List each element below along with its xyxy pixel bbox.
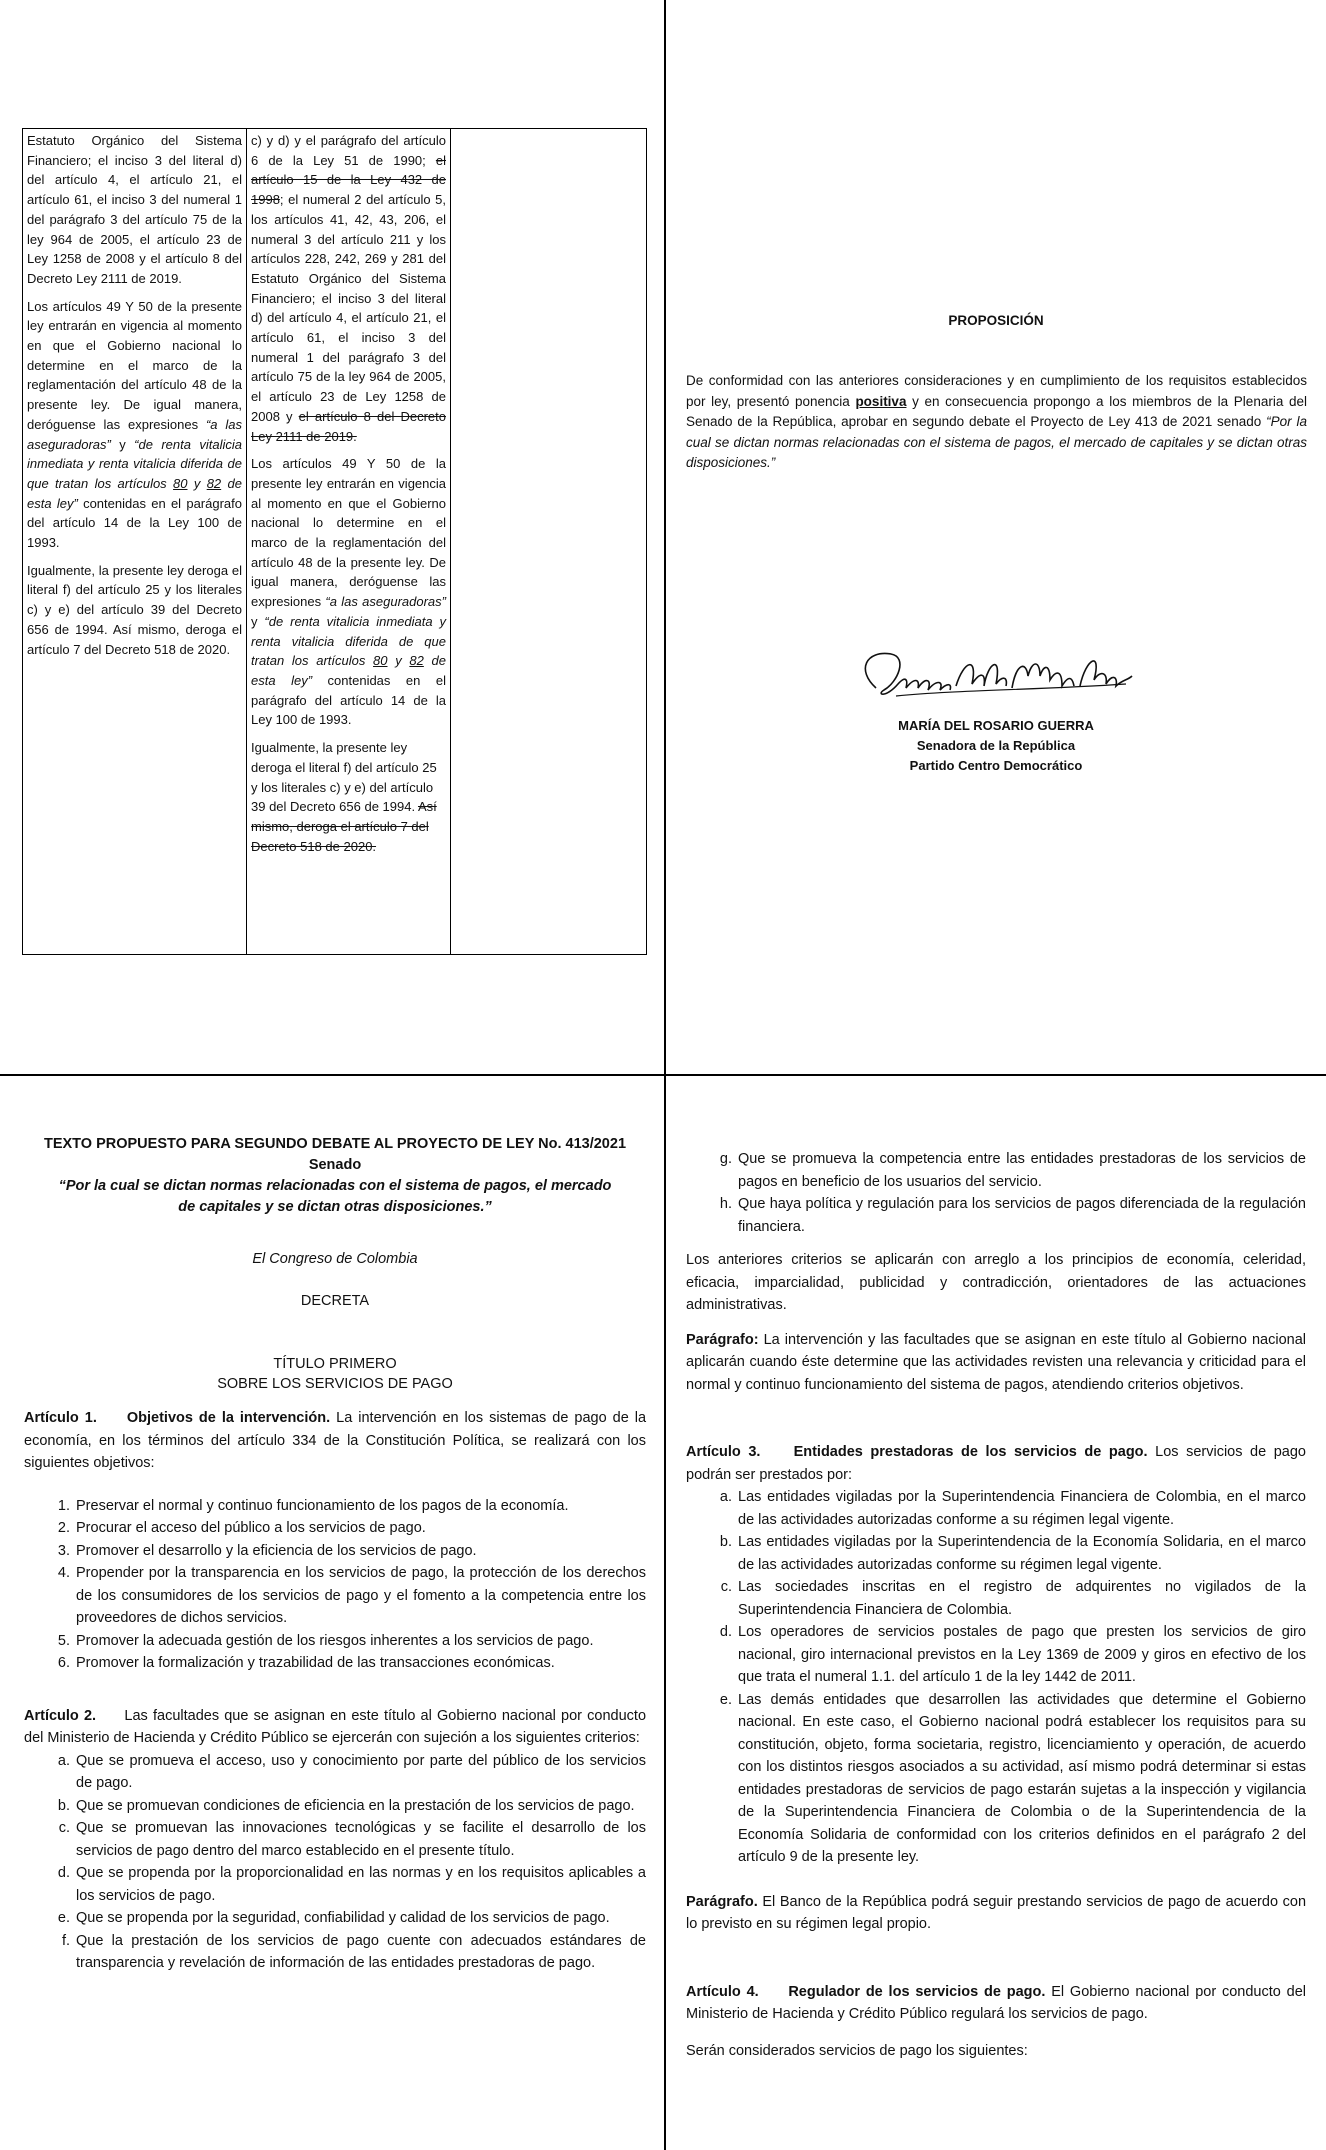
proposition-body <box>686 371 1307 474</box>
criteria-paragraph: Los anteriores criterios se aplicarán con arreglo a los principios de economía, celeridad, eficacia, imparcialidad, publicidad y contradicción, orientadores de las actuaciones administrativas. <box>686 1252 1306 1313</box>
text-span: contenidas en el parágrafo del artículo 14 de la Ley 100 de 1993. <box>27 495 242 551</box>
signature-block <box>686 716 1306 776</box>
paragraph-label: Parágrafo. <box>686 1893 758 1910</box>
paragraph-text: El Banco de la República podrá seguir prestando servicios de pago de acuerdo con lo previsto en su régimen legal propio. <box>686 1893 1307 1932</box>
table-cell-original-text <box>23 129 247 955</box>
text-span: Los artículos 49 Y 50 de la presente ley entrarán en vigencia al momento en que el Gobierno nacional lo determine en el marco de la reglamentación del artículo 48 de la presente ley. De igual manera, deróguense las expresiones <box>251 456 446 610</box>
table-paragraph: Igualmente, la presente ley deroga el literal f) del artículo 25 y los literales c) y e) del artículo 39 del Decreto 656 de 1994. Así mismo, deroga el artículo 7 del Decreto 518 de 2020. <box>27 562 242 657</box>
list-item <box>24 1630 646 1653</box>
article-label: Artículo 2. <box>24 1707 97 1724</box>
article-2-list <box>24 1750 646 1975</box>
page-bottom-left <box>0 1076 666 2150</box>
list-marker: 1. <box>57 1497 70 1514</box>
article-4-tail: Serán considerados servicios de pago los siguientes: <box>686 2042 1028 2059</box>
table-paragraph <box>251 738 446 856</box>
text-italic: de esta ley” <box>251 653 446 688</box>
article-3-list <box>686 1486 1306 1869</box>
list-marker: b. <box>719 1534 732 1550</box>
proposition-title: PROPOSICIÓN <box>948 313 1044 328</box>
article-2 <box>24 1705 646 1750</box>
text-span: c) y d) y el parágrafo del artículo 6 de la Ley 51 de 1990; <box>251 133 446 168</box>
table-paragraph <box>251 454 446 730</box>
list-item <box>24 1817 646 1862</box>
list-item-text: Promover la adecuada gestión de los riesgos inherentes a los servicios de pago. <box>76 1632 594 1649</box>
list-marker: a. <box>719 1489 732 1505</box>
list-marker: 2. <box>57 1520 70 1536</box>
criteria-list-continued <box>686 1148 1306 1238</box>
text-strikethrough: el artículo 15 de la Ley 432 de 1998 <box>251 152 446 208</box>
list-item <box>686 1148 1306 1193</box>
list-item-text: Que se promuevan las innovaciones tecnológicas y se facilite el desarrollo de los servicios de pago dentro del marco establecido en el presente título. <box>76 1820 646 1859</box>
list-marker: 6. <box>57 1655 70 1671</box>
table-cell-proposed-text <box>247 129 451 955</box>
list-marker: c. <box>720 1579 732 1595</box>
list-item-text: Los operadores de servicios postales de pago que presten los servicios de giro nacional, giro internacional previstos en la Ley 1369 de 2009 y giros en efectivo de los que trata el numeral 1.1. del artículo 1 de la ley 1442 de 2011. <box>738 1624 1306 1685</box>
article-text: El Gobierno nacional por conducto del Ministerio de Hacienda y Crédito Público regulará los servicios de pago. <box>686 1983 1306 2022</box>
comparison-table <box>22 128 647 955</box>
list-marker: 3. <box>57 1542 70 1559</box>
list-marker: c. <box>58 1820 70 1836</box>
list-item-text: Que la prestación de los servicios de pago cuente con adecuados estándares de transparencia y revelación de información de las entidades prestadoras de pago. <box>76 1932 646 1971</box>
page-top-left <box>0 0 666 1076</box>
congress-line: El Congreso de Colombia <box>252 1251 418 1267</box>
article-text: Los servicios de pago podrán ser prestados por: <box>686 1444 1306 1483</box>
list-marker: d. <box>719 1624 732 1640</box>
page-bottom-right <box>666 1076 1326 2150</box>
list-item <box>24 1540 646 1563</box>
list-item <box>686 1486 1306 1531</box>
list-marker: h. <box>719 1196 732 1212</box>
list-item <box>24 1862 646 1907</box>
text-italic: y <box>193 475 201 491</box>
article-text: La intervención en los sistemas de pago de la economía, en los términos del artículo 334 de la Constitución Política, se realizará con los siguientes objetivos: <box>24 1410 647 1471</box>
list-item <box>686 1193 1306 1238</box>
list-item <box>24 1517 646 1540</box>
text-span: Los artículos 49 Y 50 de la presente ley entrarán en vigencia al momento en que el Gobierno nacional lo determine en el marco de la reglamentación del artículo 48 de la presente ley. De igual manera, deróguense las expresiones <box>27 298 242 432</box>
text-underline: 80 <box>373 653 388 669</box>
article-4 <box>686 1981 1306 2026</box>
list-marker: b. <box>57 1797 70 1814</box>
signer-name: MARÍA DEL ROSARIO GUERRA <box>898 718 1094 733</box>
text-span: y <box>119 436 126 452</box>
article-3 <box>686 1441 1306 1486</box>
text-underline: 80 <box>173 475 188 491</box>
list-item-text: Las entidades vigiladas por la Superintendencia Financiera de Colombia, en el marco de las actividades autorizadas conforme a su régimen legal vigente. <box>738 1489 1306 1528</box>
list-marker: g. <box>719 1151 732 1167</box>
list-item-text: Que haya política y regulación para los servicios de pagos diferenciada de la regulación financiera. <box>738 1196 1306 1235</box>
text-italic: “de renta vitalicia inmediata y renta vitalicia diferida de que tratan los artículos <box>251 613 446 669</box>
list-item-text: Propender por la transparencia en los servicios de pago, la protección de los derechos de los consumidores de los servicios de pago y el fomento a la competencia entre los proveedores de dichos servicios. <box>76 1565 646 1626</box>
paragraph-text: La intervención y las facultades que se asignan en este título al Gobierno nacional aplicarán cuando éste determine que las actividades revisten una relevancia y criticidad para el normal y continuo funcionamiento del sistema de pagos, atendiendo criterios objetivos. <box>686 1331 1306 1393</box>
list-item-text: Que se promueva la competencia entre las entidades prestadoras de los servicios de pagos en beneficio de los usuarios del servicio. <box>738 1151 1306 1190</box>
text-strikethrough: Así mismo, deroga el artículo 7 del Decreto 518 de 2020. <box>251 799 437 854</box>
page-top-right <box>666 0 1326 1076</box>
paragraph-2 <box>686 1891 1306 1936</box>
list-item-text: Las entidades vigiladas por la Superintendencia de la Economía Solidaria, en el marco de las actividades autorizadas conforme su régimen legal vigente. <box>738 1534 1306 1573</box>
text-italic: “a las aseguradoras” <box>325 594 446 610</box>
text-span: y en consecuencia propongo a los miembros de la Plenaria del Senado de la República, aprobar en segundo debate el Proyecto de Ley 413 de 2021 senado <box>686 393 1307 429</box>
list-item-text: Las demás entidades que desarrollen las actividades que determine el Gobierno nacional. En este caso, el Gobierno nacional podrá establecer los requisitos para su constitución, objeto, forma societaria, registro, licenciamiento y operación, de acuerdo con los distintos riesgos asociados a su actividad, así mismo podrá determinar si estas entidades prestadoras de servicios de pago estarán sujetas a la inspección y vigilancia de la Superintendencia Financiera de Colombia o de la Superintendencia de la Economía Solidaria de conformidad con los criterios definidos en el parágrafo 2 del artículo 9 de la presente ley. <box>738 1691 1306 1865</box>
list-marker: e. <box>57 1910 70 1926</box>
article-heading: Regulador de los servicios de pago. <box>788 1983 1046 2000</box>
list-item-text: Que se promuevan condiciones de eficiencia en la prestación de los servicios de pago. <box>76 1797 635 1814</box>
title-one-subtitle: SOBRE LOS SERVICIOS DE PAGO <box>217 1376 453 1392</box>
text-span: Igualmente, la presente ley deroga el literal f) del artículo 25 y los literales c) y e) del artículo 39 del Decreto 656 de 1994. <box>251 740 437 815</box>
table-paragraph: Estatuto Orgánico del Sistema Financiero; el inciso 3 del literal d) del artículo 4, el artículo 21, el artículo 61, el inciso 3 del numeral 1 del parágrafo 3 del artículo 75 de la ley 964 de 2005, el artículo 23 de Ley 1258 de 2008 y el artículo 8 del Decreto Ley 2111 de 2019. <box>27 133 242 286</box>
list-item <box>24 1750 646 1795</box>
list-marker: d. <box>57 1865 70 1881</box>
list-marker: 5. <box>57 1632 70 1649</box>
text-span: ; el numeral 2 del artículo 5, los artículos 41, 42, 43, 206, el numeral 3 del artículo 211 y los artículos 228, 242, 269 y 281 del Estatuto Orgánico del Sistema Financiero; el inciso 3 del literal d) del artículo 4, el artículo 21, el artículo 61, el inciso 3 del numeral 1 del parágrafo 3 del artículo 75 de la ley 964 de 2005, el artículo 23 de Ley 1258 de 2008 y <box>251 192 446 424</box>
text-span: y <box>251 613 258 629</box>
article-label: Artículo 4. <box>686 1983 759 2000</box>
list-item-text: Que se propenda por la seguridad, confiabilidad y calidad de los servicios de pago. <box>76 1910 610 1926</box>
decreta-line: DECRETA <box>300 1292 370 1309</box>
list-item <box>24 1795 646 1818</box>
article-label: Artículo 3. <box>686 1444 761 1460</box>
list-marker: f. <box>61 1932 70 1949</box>
text-italic: de esta ley” <box>27 475 242 511</box>
bill-text-column <box>24 1134 646 1975</box>
signer-party: Partido Centro Democrático <box>909 758 1083 773</box>
list-item <box>24 1930 646 1975</box>
list-item <box>24 1907 646 1930</box>
list-item <box>24 1495 646 1518</box>
list-item-text: Que se propenda por la proporcionalidad en las normas y en los requisitos aplicables a los servicios de pago. <box>76 1865 646 1904</box>
list-item-text: Preservar el normal y continuo funcionamiento de los pagos de la economía. <box>76 1497 569 1514</box>
title-one: TÍTULO PRIMERO <box>273 1356 397 1372</box>
list-item <box>686 1689 1306 1869</box>
text-underline: 82 <box>409 653 424 669</box>
list-item-text: Procurar el acceso del público a los servicios de pago. <box>76 1520 426 1536</box>
text-italic: “de renta vitalicia inmediata y renta vitalicia diferida de que tratan los artículos <box>27 436 242 491</box>
text-strikethrough: el artículo 8 del Decreto Ley 2111 de 2019. <box>251 408 446 444</box>
text-span: De conformidad con las anteriores consideraciones y en cumplimiento de los requisitos establecidos por ley, presentó ponencia <box>686 373 1307 409</box>
list-item-text: Que se promueva el acceso, uso y conocimiento por parte del público de los servicios de pago. <box>76 1752 646 1791</box>
article-label: Artículo 1. <box>24 1410 97 1426</box>
article-1-list <box>24 1495 646 1675</box>
list-item <box>686 1531 1306 1576</box>
signer-role: Senadora de la República <box>916 738 1076 753</box>
list-item-text: Promover el desarrollo y la eficiencia de los servicios de pago. <box>76 1542 477 1559</box>
text-bold-underline: positiva <box>855 393 907 409</box>
list-item <box>686 1621 1306 1689</box>
text-underline: 82 <box>206 475 222 491</box>
bill-text-column-continued <box>686 1148 1306 2062</box>
list-item <box>24 1562 646 1630</box>
text-italic: “Por la cual se dictan normas relacionadas con el sistema de pagos, el mercado de capitales y se dictan otras disposiciones.” <box>686 414 1307 470</box>
bill-title: TEXTO PROPUESTO PARA SEGUNDO DEBATE AL PROYECTO DE LEY No. 413/2021 Senado <box>43 1136 627 1173</box>
list-item-text: Promover la formalización y trazabilidad de las transacciones económicas. <box>76 1655 555 1671</box>
handwritten-signature <box>836 640 1136 710</box>
list-marker: e. <box>719 1691 732 1708</box>
text-span: contenidas en el parágrafo del artículo 14 de la Ley 100 de 1993. <box>251 672 446 728</box>
list-item <box>24 1652 646 1675</box>
list-marker: 4. <box>57 1565 70 1581</box>
article-heading: Entidades prestadoras de los servicios de pago. <box>793 1444 1148 1460</box>
paragraph-1 <box>686 1329 1306 1397</box>
list-marker: a. <box>57 1752 70 1769</box>
article-1 <box>24 1407 646 1475</box>
article-text: Las facultades que se asignan en este título al Gobierno nacional por conducto del Ministerio de Hacienda y Crédito Público se ejercerán con sujeción a los siguientes criterios: <box>24 1707 647 1746</box>
table-cell-comments <box>451 129 647 955</box>
text-italic: y <box>395 653 402 669</box>
list-item <box>686 1576 1306 1621</box>
list-item-text: Las sociedades inscritas en el registro de adquirentes no vigilados de la Superintendencia Financiera de Colombia. <box>738 1579 1306 1618</box>
table-paragraph <box>251 131 446 446</box>
text-italic: “a las aseguradoras” <box>27 416 242 452</box>
article-heading: Objetivos de la intervención. <box>126 1410 331 1426</box>
table-paragraph <box>27 297 242 553</box>
paragraph-label: Parágrafo: <box>686 1331 759 1348</box>
bill-subtitle: “Por la cual se dictan normas relacionadas con el sistema de pagos, el mercado de capitales y se dictan otras disposiciones.” <box>58 1178 612 1215</box>
